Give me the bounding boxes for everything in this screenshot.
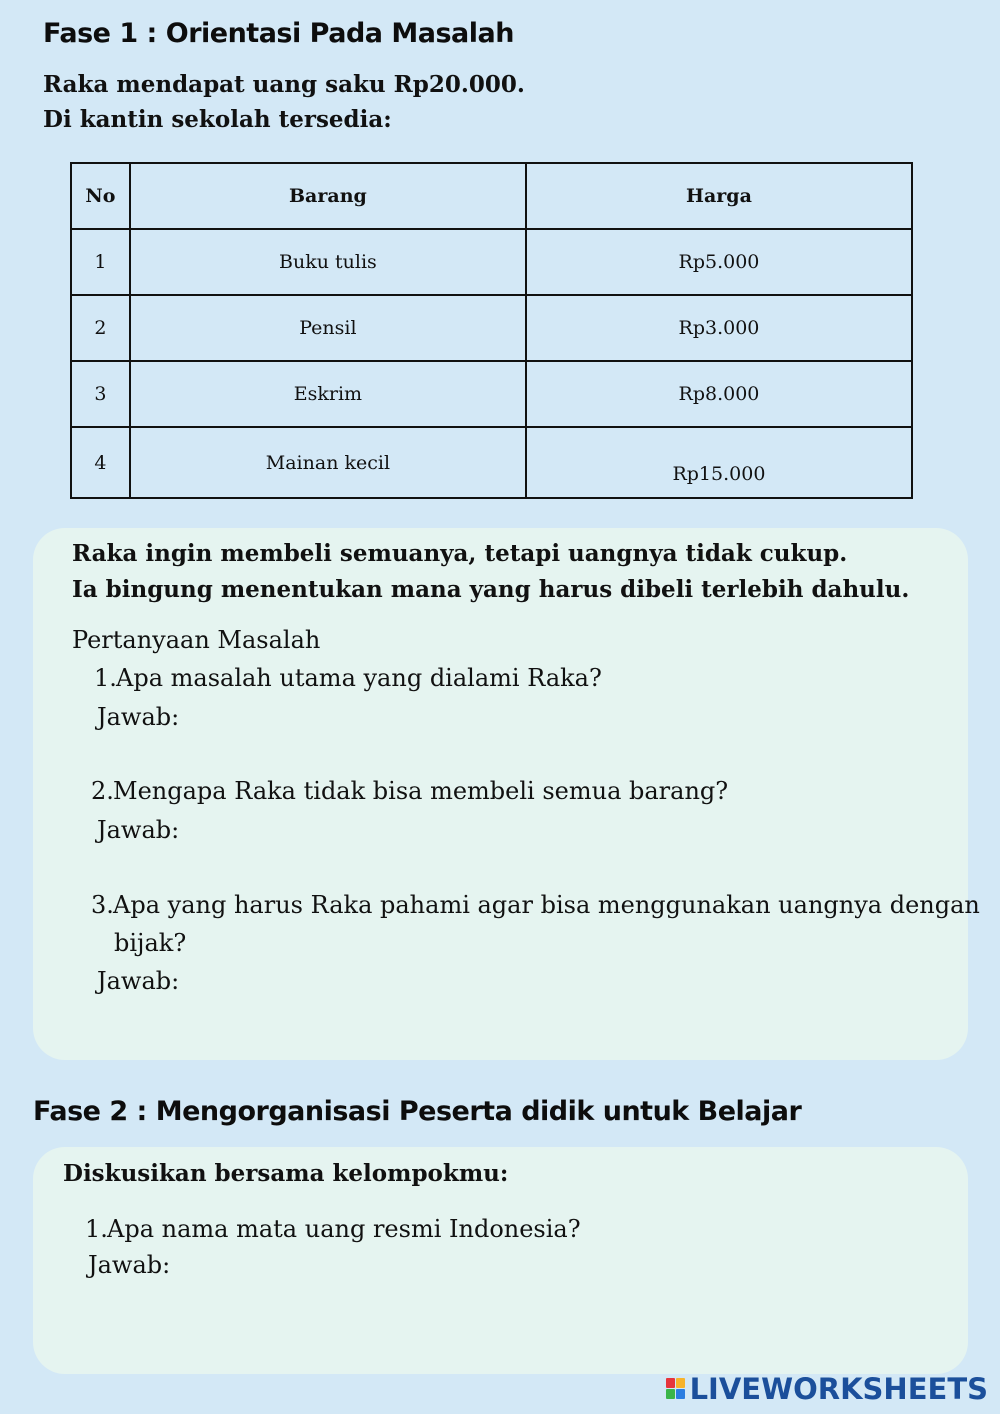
answer-3-area[interactable] — [180, 964, 880, 998]
price-table — [70, 162, 913, 499]
cell-barang: Buku tulis — [130, 229, 526, 295]
table-header-row — [71, 163, 912, 229]
table-row — [71, 427, 912, 498]
answer-1-label: Jawab: — [97, 703, 180, 731]
cell-barang: Mainan kecil — [130, 427, 526, 498]
question-3 — [91, 886, 980, 924]
question-number: 3. — [91, 891, 114, 919]
cell-harga — [526, 427, 912, 498]
question-2 — [91, 772, 728, 810]
intro-line-1: Raka mendapat uang saku Rp20.000. — [43, 71, 525, 98]
intro-line-2: Di kantin sekolah tersedia: — [43, 106, 392, 133]
liveworksheets-logo-icon — [666, 1378, 686, 1400]
answer-2-area[interactable] — [180, 813, 880, 847]
cell-harga-text: Rp15.000 — [672, 462, 766, 485]
table-row — [71, 361, 912, 427]
cell-no: 3 — [71, 361, 130, 427]
question-text: Apa yang harus Raka pahami agar bisa menggunakan uangnya dengan — [113, 891, 980, 919]
question-text: Apa nama mata uang resmi Indonesia? — [107, 1215, 581, 1243]
brand-text: LIVEWORKSHEETS — [689, 1372, 988, 1406]
table-row — [71, 295, 912, 361]
question-1 — [94, 659, 602, 697]
problem-line-1: Raka ingin membeli semuanya, tetapi uangnya tidak cukup. — [72, 540, 848, 567]
cell-harga: Rp5.000 — [526, 229, 912, 295]
discussion-instruction: Diskusikan bersama kelompokmu: — [63, 1160, 509, 1187]
discussion-question-1 — [85, 1210, 581, 1248]
questions-heading: Pertanyaan Masalah — [72, 626, 321, 654]
phase2-title: Fase 2 : Mengorganisasi Peserta didik untuk Belajar — [33, 1096, 802, 1127]
cell-no: 4 — [71, 427, 130, 498]
cell-no: 2 — [71, 295, 130, 361]
cell-barang: Pensil — [130, 295, 526, 361]
discussion-answer-1-label: Jawab: — [88, 1251, 171, 1279]
answer-2-label: Jawab: — [97, 816, 180, 844]
discussion-answer-1-area[interactable] — [170, 1248, 870, 1282]
problem-statement — [72, 536, 909, 608]
question-3-continued: bijak? — [114, 929, 187, 957]
question-number: 1. — [85, 1215, 108, 1243]
question-text: Mengapa Raka tidak bisa membeli semua barang? — [113, 777, 729, 805]
cell-harga: Rp3.000 — [526, 295, 912, 361]
question-text: Apa masalah utama yang dialami Raka? — [116, 664, 602, 692]
answer-1-area[interactable] — [180, 700, 880, 734]
question-number: 1. — [94, 664, 117, 692]
cell-harga: Rp8.000 — [526, 361, 912, 427]
header-no: No — [71, 163, 130, 229]
phase1-intro — [43, 67, 525, 137]
header-barang: Barang — [130, 163, 526, 229]
answer-3-label: Jawab: — [97, 967, 180, 995]
cell-no: 1 — [71, 229, 130, 295]
question-number: 2. — [91, 777, 114, 805]
table-row — [71, 229, 912, 295]
phase1-title: Fase 1 : Orientasi Pada Masalah — [43, 18, 514, 49]
problem-line-2: Ia bingung menentukan mana yang harus dibeli terlebih dahulu. — [72, 576, 910, 603]
cell-barang: Eskrim — [130, 361, 526, 427]
liveworksheets-brand[interactable] — [666, 1372, 988, 1406]
header-harga: Harga — [526, 163, 912, 229]
